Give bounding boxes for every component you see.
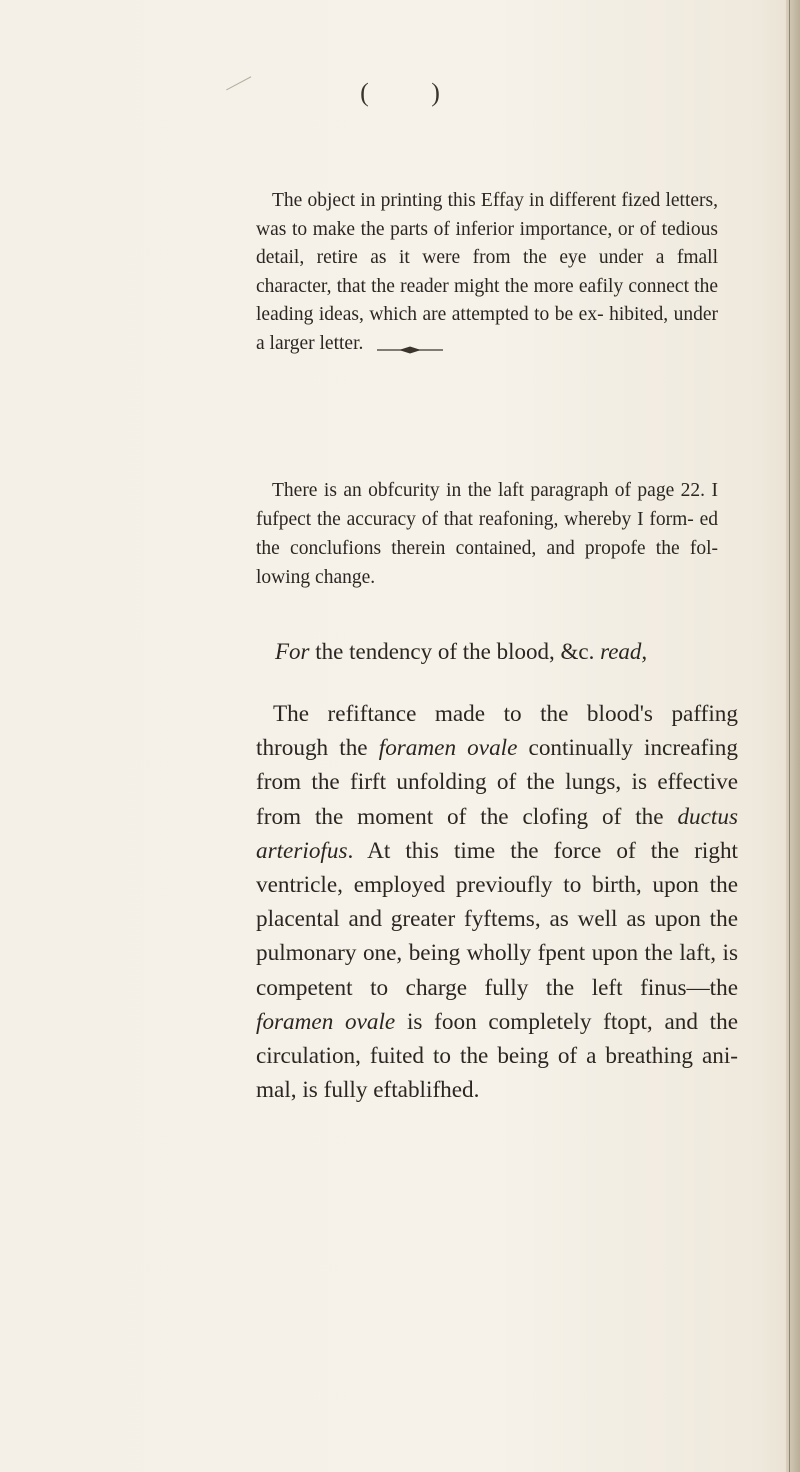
page-edge-line — [789, 0, 790, 1472]
main-text-part2: continually increafing from the firft unfolding of the lungs, is effective from the moment of the clofing of the — [256, 735, 738, 830]
foramen-ovale-term: foramen ovale — [378, 735, 518, 762]
corrected-paragraph — [256, 697, 738, 1107]
ductus-arteriosus-term: ductus arteriofus — [256, 803, 738, 864]
correction-phrase: the tendency of the blood, &c. — [309, 639, 601, 664]
main-text-part1: The refiftance made to the blood's paffing through the — [256, 701, 738, 762]
for-word: For — [275, 639, 310, 664]
section-divider — [375, 344, 445, 356]
main-text-part3: . At this time the force of the right ventricle, employed previoufly to birth, upon the placental and greater fyftems, as well as upon the pulmonary one, being wholly fpent upon the laft, is competent to charge fully the left finus—the — [256, 837, 738, 1001]
foramen-ovale-term-2: foramen ovale — [256, 1008, 396, 1035]
correction-line — [275, 637, 735, 667]
main-text-part4: is foon completely ftopt, and the circulation, fuited to the being of a breathing ani- mal, is fully eftablifhed. — [256, 1008, 738, 1104]
note-paragraph: The object in printing this Effay in different fized letters, was to make the parts of inferior importance, or of tedious detail, retire as it were from the eye under a fmall character, that the reader might the more eafily connect the leading ideas, which are attempted to be ex- hibited, under a larger letter. — [256, 190, 718, 354]
read-word: read, — [600, 639, 648, 664]
erratum-paragraph: There is an obfcurity in the laft paragraph of page 22. I fufpect the accuracy of that reafoning, whereby I form- ed the conclufions therein contained, and propofe the fol- lowing change. — [256, 480, 718, 588]
page-number: ( ) — [360, 78, 468, 107]
